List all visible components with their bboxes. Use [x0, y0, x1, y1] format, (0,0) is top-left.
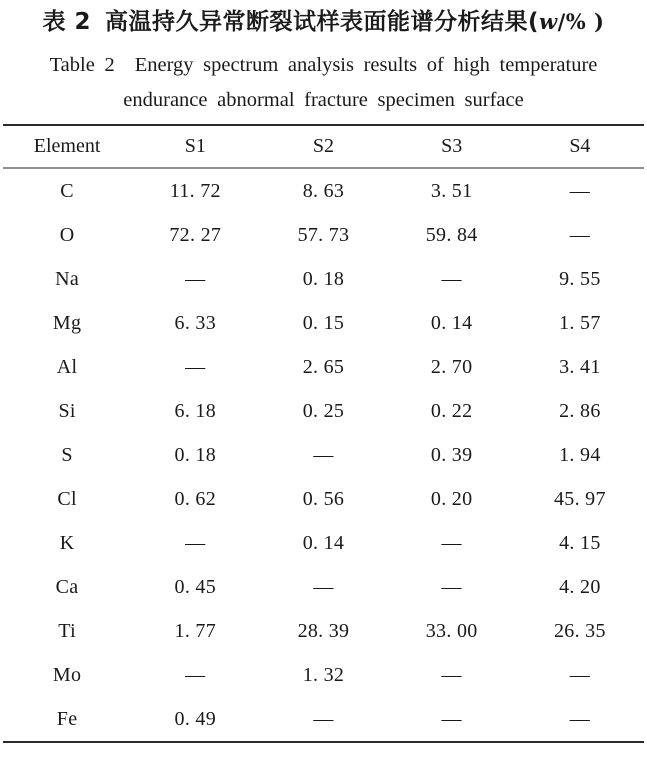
- value-cell: —: [185, 663, 206, 686]
- value-cell: 8. 63: [302, 179, 345, 202]
- element-cell: Ti: [58, 619, 76, 642]
- table-caption-en-line1: [2, 51, 645, 79]
- table-caption-zh-text: 高温持久异常断裂试样表面能谱分析结果(: [105, 9, 540, 35]
- value-cell: 0. 18: [174, 443, 217, 466]
- value-cell: 26. 35: [553, 619, 606, 642]
- table-row: [3, 257, 644, 301]
- table-row: [3, 301, 644, 345]
- value-cell: 2. 65: [302, 355, 345, 378]
- unit-symbol-w: w: [539, 9, 558, 34]
- energy-spectrum-table: [3, 124, 644, 743]
- value-cell: 6. 33: [174, 311, 217, 334]
- header-row: [3, 125, 644, 168]
- value-cell: 0. 18: [302, 267, 345, 290]
- element-cell: C: [60, 179, 74, 202]
- value-cell: 9. 55: [559, 267, 601, 290]
- value-cell: 0. 62: [174, 487, 217, 510]
- table-row: [3, 433, 644, 477]
- element-cell: Ca: [55, 575, 79, 598]
- value-cell: —: [569, 707, 591, 730]
- table-row: [3, 653, 644, 697]
- table-row: [3, 697, 644, 742]
- column-header-s1: S1: [131, 125, 259, 168]
- column-header-s2: S2: [259, 125, 387, 168]
- value-cell: —: [185, 267, 206, 290]
- column-header-element: Element: [3, 125, 131, 168]
- value-cell: 0. 25: [302, 399, 345, 422]
- value-cell: 4. 20: [559, 575, 601, 598]
- value-cell: 1. 94: [559, 443, 601, 466]
- value-cell: 2. 70: [430, 355, 473, 378]
- value-cell: 0. 56: [302, 487, 345, 510]
- value-cell: 2. 86: [559, 399, 601, 422]
- table-row: [3, 168, 644, 213]
- value-cell: 0. 22: [430, 399, 473, 422]
- value-cell: —: [441, 267, 462, 290]
- table-row: [3, 345, 644, 389]
- element-cell: S: [61, 443, 73, 466]
- value-cell: 0. 20: [430, 487, 473, 510]
- table-caption-zh: [2, 6, 645, 38]
- element-cell: Na: [55, 267, 80, 290]
- value-cell: —: [441, 531, 462, 554]
- value-cell: —: [569, 179, 591, 202]
- value-cell: 45. 97: [553, 487, 606, 510]
- value-cell: 4. 15: [559, 531, 601, 554]
- table-row: [3, 477, 644, 521]
- element-cell: Si: [58, 399, 76, 422]
- value-cell: 0. 49: [174, 707, 217, 730]
- table-row: [3, 213, 644, 257]
- table-body: [3, 168, 644, 742]
- value-cell: 57. 73: [297, 223, 350, 246]
- value-cell: 3. 41: [559, 355, 601, 378]
- value-cell: 1. 57: [559, 311, 601, 334]
- table-row: [3, 521, 644, 565]
- element-cell: Mo: [52, 663, 82, 686]
- value-cell: —: [441, 707, 462, 730]
- table-caption-en-text: Energy spectrum analysis results of high temperature: [134, 54, 598, 76]
- value-cell: 59. 84: [425, 223, 478, 246]
- value-cell: 0. 39: [430, 443, 473, 466]
- table-row: [3, 389, 644, 433]
- table-row: [3, 565, 644, 609]
- value-cell: —: [313, 443, 334, 466]
- value-cell: —: [185, 531, 206, 554]
- value-cell: 72. 27: [169, 223, 222, 246]
- value-cell: 0. 14: [302, 531, 345, 554]
- element-cell: Al: [56, 355, 78, 378]
- value-cell: —: [185, 355, 206, 378]
- table-caption-en-line2: endurance abnormal fracture specimen surface: [123, 89, 524, 111]
- value-cell: 6. 18: [174, 399, 217, 422]
- value-cell: 0. 15: [302, 311, 345, 334]
- value-cell: 28. 39: [297, 619, 350, 642]
- unit-percent: /% ): [557, 9, 605, 34]
- element-cell: Fe: [56, 707, 78, 730]
- value-cell: —: [313, 707, 334, 730]
- value-cell: 11. 72: [169, 179, 221, 202]
- value-cell: 3. 51: [430, 179, 473, 202]
- value-cell: —: [313, 575, 334, 598]
- value-cell: —: [441, 575, 462, 598]
- value-cell: —: [569, 663, 591, 686]
- value-cell: —: [569, 223, 591, 246]
- value-cell: —: [441, 663, 462, 686]
- table-row: [3, 609, 644, 653]
- table-number-en: Table 2: [49, 54, 115, 76]
- table-header: [3, 125, 644, 168]
- value-cell: 1. 32: [302, 663, 345, 686]
- element-cell: Cl: [57, 487, 77, 510]
- column-header-s3: S3: [388, 125, 516, 168]
- table-number-zh: 表 2: [42, 9, 92, 35]
- element-cell: K: [59, 531, 75, 554]
- value-cell: 1. 77: [174, 619, 217, 642]
- value-cell: 0. 45: [174, 575, 217, 598]
- value-cell: 33. 00: [425, 619, 478, 642]
- value-cell: 0. 14: [430, 311, 473, 334]
- element-cell: O: [59, 223, 75, 246]
- element-cell: Mg: [52, 311, 82, 334]
- column-header-s4: S4: [516, 125, 644, 168]
